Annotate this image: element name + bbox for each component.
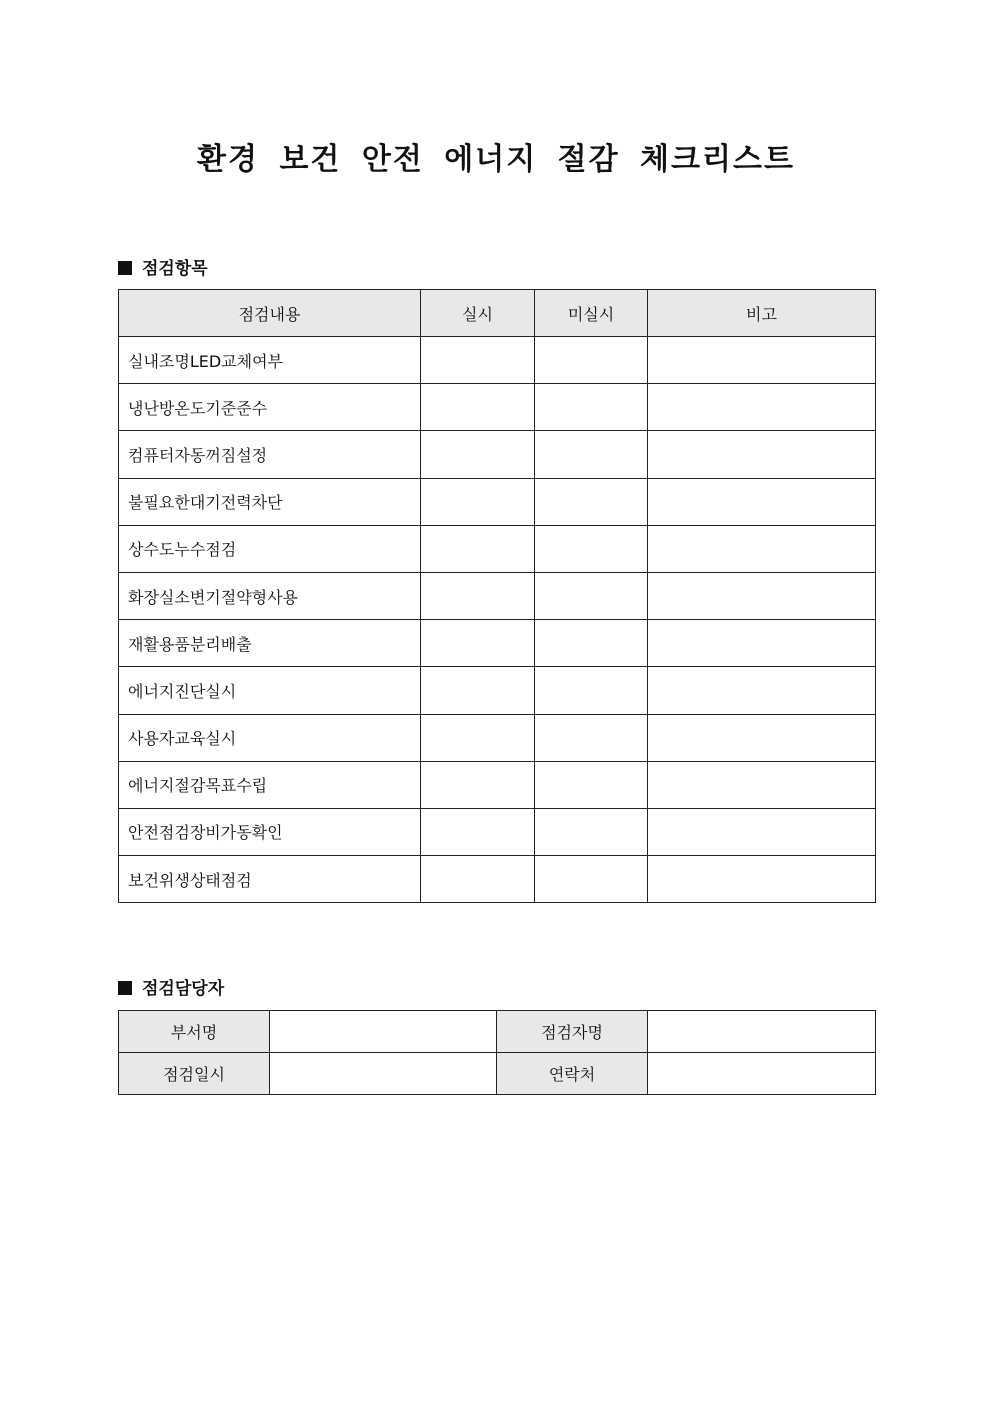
check-item-label: 불필요한대기전력차단 xyxy=(119,478,421,525)
page-title: 환경 보건 안전 에너지 절감 체크리스트 xyxy=(197,142,795,177)
table-row xyxy=(119,572,876,619)
table-row xyxy=(119,714,876,761)
not-done-cell[interactable] xyxy=(535,808,648,855)
done-cell[interactable] xyxy=(421,808,535,855)
table-row xyxy=(119,856,876,903)
not-done-cell[interactable] xyxy=(535,572,648,619)
checklist-table xyxy=(118,289,876,903)
section-heading-text: 점검항목 xyxy=(142,259,208,279)
check-item-label: 재활용품분리배출 xyxy=(119,620,421,667)
table-row xyxy=(119,761,876,808)
remarks-cell[interactable] xyxy=(648,761,876,808)
done-cell[interactable] xyxy=(421,572,535,619)
table-row xyxy=(119,337,876,384)
remarks-cell[interactable] xyxy=(648,478,876,525)
check-item-label: 화장실소변기절약형사용 xyxy=(119,572,421,619)
table-row xyxy=(119,478,876,525)
done-cell[interactable] xyxy=(421,761,535,808)
date-label: 점검일시 xyxy=(119,1053,270,1095)
check-item-label: 보건위생상태점검 xyxy=(119,856,421,903)
check-item-label: 실내조명LED교체여부 xyxy=(119,337,421,384)
check-item-label: 컴퓨터자동꺼짐설정 xyxy=(119,431,421,478)
not-done-cell[interactable] xyxy=(535,620,648,667)
done-cell[interactable] xyxy=(421,667,535,714)
table-row xyxy=(119,667,876,714)
inspector-label: 점검자명 xyxy=(497,1011,648,1053)
check-item-label: 상수도누수점검 xyxy=(119,525,421,572)
check-item-label: 사용자교육실시 xyxy=(119,714,421,761)
done-cell[interactable] xyxy=(421,478,535,525)
not-done-cell[interactable] xyxy=(535,714,648,761)
done-cell[interactable] xyxy=(421,337,535,384)
done-cell[interactable] xyxy=(421,856,535,903)
not-done-cell[interactable] xyxy=(535,761,648,808)
remarks-cell[interactable] xyxy=(648,431,876,478)
column-header-done: 실시 xyxy=(421,290,535,337)
not-done-cell[interactable] xyxy=(535,431,648,478)
table-row xyxy=(119,808,876,855)
remarks-cell[interactable] xyxy=(648,525,876,572)
check-item-label: 에너지절감목표수립 xyxy=(119,761,421,808)
remarks-cell[interactable] xyxy=(648,714,876,761)
table-row xyxy=(119,384,876,431)
not-done-cell[interactable] xyxy=(535,384,648,431)
check-item-label: 안전점검장비가동확인 xyxy=(119,808,421,855)
inspector-table xyxy=(118,1010,876,1095)
not-done-cell[interactable] xyxy=(535,478,648,525)
not-done-cell[interactable] xyxy=(535,525,648,572)
date-field[interactable] xyxy=(270,1053,497,1095)
done-cell[interactable] xyxy=(421,431,535,478)
dept-field[interactable] xyxy=(270,1011,497,1053)
check-item-label: 에너지진단실시 xyxy=(119,667,421,714)
table-row xyxy=(119,431,876,478)
column-header-not-done: 미실시 xyxy=(535,290,648,337)
not-done-cell[interactable] xyxy=(535,337,648,384)
column-header-remarks: 비고 xyxy=(648,290,876,337)
table-row xyxy=(119,620,876,667)
remarks-cell[interactable] xyxy=(648,384,876,431)
done-cell[interactable] xyxy=(421,714,535,761)
contact-label: 연락처 xyxy=(497,1053,648,1095)
dept-label: 부서명 xyxy=(119,1011,270,1053)
section-heading-text: 점검담당자 xyxy=(142,979,225,999)
section-heading-items xyxy=(118,254,208,279)
done-cell[interactable] xyxy=(421,525,535,572)
square-bullet-icon xyxy=(118,981,132,995)
square-bullet-icon xyxy=(118,261,132,275)
remarks-cell[interactable] xyxy=(648,667,876,714)
not-done-cell[interactable] xyxy=(535,856,648,903)
remarks-cell[interactable] xyxy=(648,856,876,903)
remarks-cell[interactable] xyxy=(648,808,876,855)
remarks-cell[interactable] xyxy=(648,572,876,619)
table-row xyxy=(119,525,876,572)
column-header-content: 점검내용 xyxy=(119,290,421,337)
done-cell[interactable] xyxy=(421,620,535,667)
remarks-cell[interactable] xyxy=(648,337,876,384)
remarks-cell[interactable] xyxy=(648,620,876,667)
section-heading-inspector xyxy=(118,974,224,999)
done-cell[interactable] xyxy=(421,384,535,431)
check-item-label: 냉난방온도기준준수 xyxy=(119,384,421,431)
contact-field[interactable] xyxy=(648,1053,876,1095)
inspector-field[interactable] xyxy=(648,1011,876,1053)
not-done-cell[interactable] xyxy=(535,667,648,714)
